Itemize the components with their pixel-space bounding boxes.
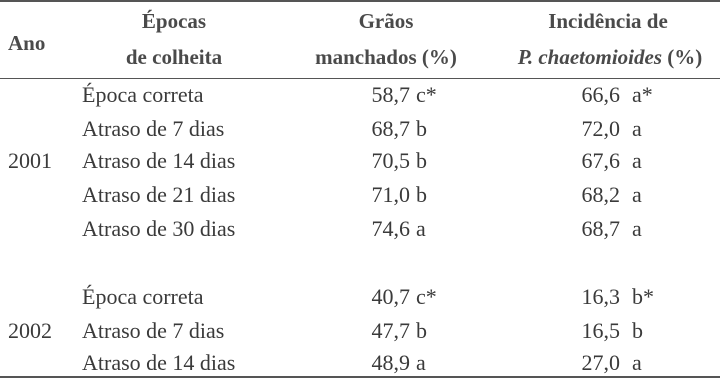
incidencia-value: 66,6 [581, 82, 620, 107]
header-epocas-line2: de colheita [125, 45, 223, 69]
graos-letter: b [416, 318, 427, 343]
graos-letter: b [416, 182, 427, 207]
header-rule [0, 78, 720, 79]
graos-letter: c* [416, 284, 437, 309]
incidencia-letter: a [632, 148, 642, 173]
graos-value: 47,7 [371, 318, 410, 343]
year-label: 2001 [8, 148, 52, 173]
incidencia-letter: b [632, 318, 643, 343]
incidencia-value: 67,6 [581, 148, 620, 173]
species-name: P. chaetomioides [517, 45, 663, 69]
incidencia-letter: a [632, 116, 642, 141]
epoca-cell: Época correta [82, 284, 204, 309]
incidencia-letter: a [632, 350, 642, 375]
graos-letter: a [416, 216, 426, 241]
epoca-cell: Atraso de 30 dias [82, 216, 236, 241]
header-incidencia-line1: Incidência de [548, 9, 668, 33]
graos-value: 68,7 [371, 116, 410, 141]
header-ano: Ano [8, 31, 46, 55]
incidencia-value: 16,5 [581, 318, 620, 343]
header-graos-line2: manchados (%) [315, 45, 457, 69]
header-unit: (%) [662, 45, 703, 69]
graos-letter: b [416, 148, 427, 173]
graos-value: 48,9 [371, 350, 410, 375]
graos-value: 58,7 [371, 82, 410, 107]
graos-letter: c* [416, 82, 437, 107]
incidencia-letter: a [632, 182, 642, 207]
header-incidencia-line2 [518, 44, 703, 70]
incidencia-value: 72,0 [581, 116, 620, 141]
graos-value: 71,0 [371, 182, 410, 207]
incidencia-value: 68,7 [581, 216, 620, 241]
year-label: 2002 [8, 318, 52, 343]
epoca-cell: Atraso de 7 dias [82, 116, 225, 141]
incidencia-letter: a* [632, 82, 653, 107]
top-rule [0, 0, 720, 2]
epoca-cell: Atraso de 14 dias [82, 148, 236, 173]
epoca-cell: Atraso de 7 dias [82, 318, 225, 343]
incidencia-value: 68,2 [581, 182, 620, 207]
graos-letter: b [416, 116, 427, 141]
graos-value: 74,6 [371, 216, 410, 241]
epoca-cell: Atraso de 21 dias [82, 182, 236, 207]
header-graos-line1: Grãos [358, 9, 414, 33]
graos-letter: a [416, 350, 426, 375]
epoca-cell: Atraso de 14 dias [82, 350, 236, 375]
graos-value: 70,5 [371, 148, 410, 173]
epoca-cell: Época correta [82, 82, 204, 107]
incidencia-letter: b* [632, 284, 654, 309]
incidencia-value: 16,3 [581, 284, 620, 309]
graos-value: 40,7 [371, 284, 410, 309]
incidencia-value: 27,0 [581, 350, 620, 375]
header-epocas-line1: Épocas [141, 9, 207, 33]
incidencia-letter: a [632, 216, 642, 241]
